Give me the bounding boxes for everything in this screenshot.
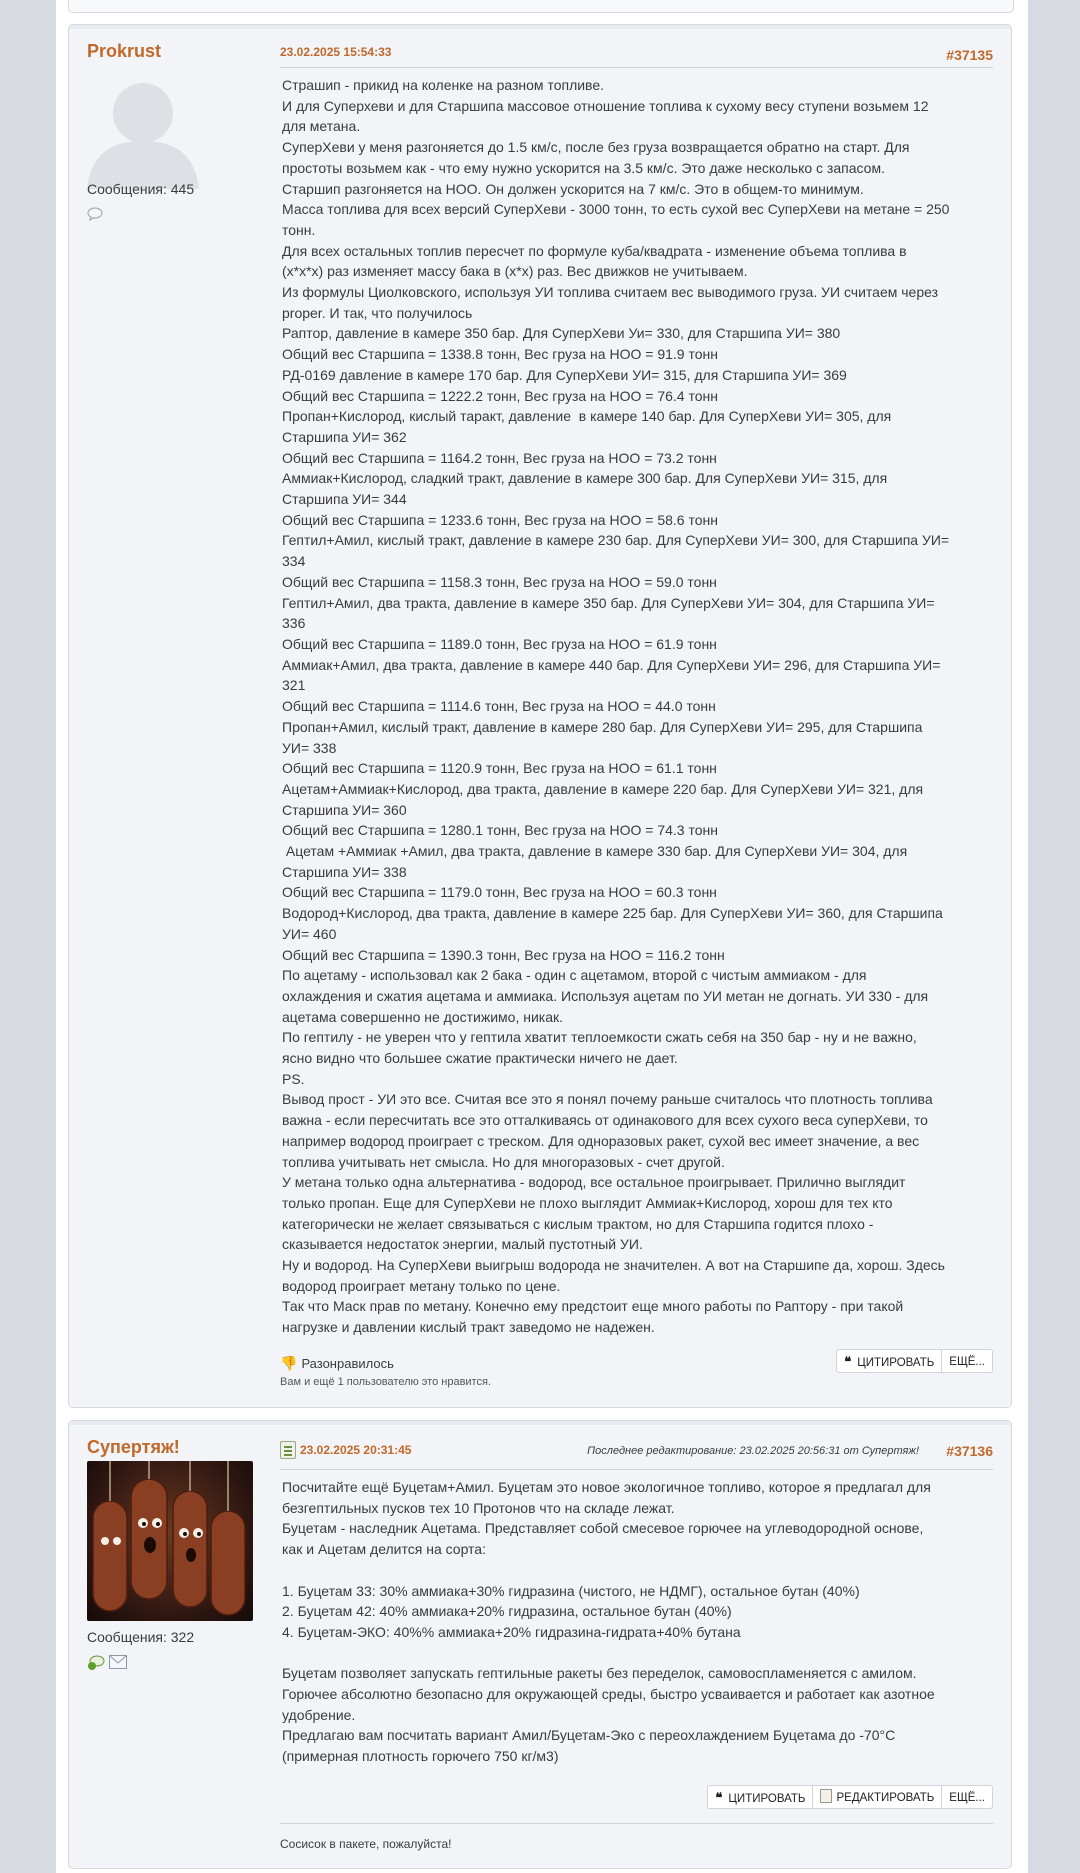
post-text-line: Раптор, давление в камере 350 бар. Для СуперХеви Уи= 330, для Старшипа УИ= 380: [282, 325, 841, 342]
post-author[interactable]: Супертяж!: [87, 1437, 180, 1457]
post-text-line: 1. Буцетам 33: 30% аммиака+30% гидразина (чистого, не НДМГ), остальное бутан (40%): [282, 1582, 860, 1599]
quote-label: ЦИТИРОВАТЬ: [857, 1357, 935, 1369]
post-text-line: топлива учитывать нет смысла. Но для многоразовых - счет другой.: [282, 1153, 725, 1170]
note-icon: [280, 1441, 296, 1459]
post-text-line: категорически не желает связываться с кислым трактом, но для Старшипа годится плохо -: [282, 1215, 874, 1232]
edit-icon: [820, 1789, 832, 1803]
quote-button[interactable]: [836, 1349, 942, 1373]
post-text-line: Общий вес Старшипа = 1120.9 тонн, Вес груза на НОО = 61.1 тонн: [282, 760, 717, 777]
post-text-line: Общий вес Старшипа = 1164.2 тонн, Вес груза на НОО = 73.2 тонн: [282, 449, 717, 466]
post-text-line: 336: [282, 615, 306, 632]
message-count: Сообщения: 322: [87, 1629, 195, 1645]
post-text-line: удобрение.: [282, 1706, 356, 1723]
last-edit-info: Последнее редактирование: 23.02.2025 20:56:31 от Супертяж!: [587, 1445, 919, 1457]
post-text-line: только пропан. Еще для СуперХеви не плохо выглядит Аммиак+Кислород, хорош для тех кто: [282, 1194, 893, 1211]
post-text-line: (x*x*x) раз изменяет массу бака в (x*x) раз. Вес движков не учитываем.: [282, 263, 748, 280]
edit-button[interactable]: [812, 1785, 942, 1809]
post-text-line: УИ= 460: [282, 925, 337, 942]
post-text-line: нагрузке и давлении кислый тракт заведомо не надежен.: [282, 1319, 655, 1336]
dislike-button[interactable]: [280, 1355, 394, 1372]
post-text-line: Общий вес Старшипа = 1189.0 тонн, Вес груза на НОО = 61.9 тонн: [282, 635, 717, 652]
post-text-line: Для всех остальных топлив пересчет по формуле куба/квадрата - изменение объема топлива в: [282, 242, 907, 259]
post-text-line: Общий вес Старшипа = 1158.3 тонн, Вес груза на НОО = 59.0 тонн: [282, 573, 717, 590]
dislike-label: Разонравилось: [301, 1356, 394, 1371]
default-avatar-icon: [87, 75, 199, 189]
header-divider: [280, 67, 993, 68]
post-text-line: ацетама совершенно не достижимо, никак.: [282, 1008, 564, 1025]
post-text-line: Буцетам позволяет запускать гептильные ракеты без переделок, самовоспламеняется с амилом.: [282, 1665, 917, 1682]
post-text-line: Посчитайте ещё Буцетам+Амил. Буцетам это новое экологичное топливо, которое я предлагал для: [282, 1479, 931, 1495]
post-text-line: как и Ацетам делится на сорта:: [282, 1541, 486, 1558]
forum-post: [68, 24, 1012, 1408]
post-text-line: 334: [282, 553, 306, 570]
post-text-line: безгептильных пусков тех 10 Протонов что на складе лежат.: [282, 1499, 675, 1516]
post-text-line: Общий вес Старшипа = 1233.6 тонн, Вес груза на НОО = 58.6 тонн: [282, 511, 718, 528]
post-text-line: УИ= 338: [282, 739, 337, 756]
post-text-line: 4. Буцетам-ЭКО: 40%% аммиака+20% гидразина-гидрата+40% бутана: [282, 1623, 741, 1640]
post-text-line: для метана.: [282, 118, 361, 135]
quote-icon: ❝: [844, 1354, 852, 1369]
post-text-line: Буцетам - наследник Ацетама. Представляет собой смесевое горючее на углеводородной основе,: [282, 1520, 924, 1537]
post-text-line: Пропан+Кислород, кислый таракт, давление в камере 140 бар. Для СуперХеви УИ= 305, для: [282, 408, 892, 425]
post-text-line: Гептил+Амил, два тракта, давление в камере 350 бар. Для СуперХеви УИ= 304, для Старшипа УИ=: [282, 594, 935, 611]
post-text-line: Ацетам+Аммиак+Кислород, два тракта, давление в камере 220 бар. Для СуперХеви УИ= 321, для: [282, 780, 924, 797]
edit-label: РЕДАКТИРОВАТЬ: [836, 1792, 935, 1804]
signature: Сосисок в пакете, пожалуйста!: [280, 1837, 452, 1851]
post-body: [282, 75, 987, 1338]
post-text-line: Из формулы Циолковского, используя УИ топлива считаем вес выводимого груза. УИ считаем через: [282, 284, 939, 301]
post-number[interactable]: #37136: [946, 1443, 993, 1459]
sausage-avatar[interactable]: [87, 1461, 253, 1621]
more-label: ЕЩЁ...: [949, 1356, 985, 1368]
post-text-line: СуперХеви у меня разгоняется до 1.5 км/с, после без груза возвращается обратно на старт. Для: [282, 139, 910, 156]
post-text-line: Общий вес Старшипа = 1179.0 тонн, Вес груза на НОО = 60.3 тонн: [282, 884, 717, 901]
post-text-line: Ацетам +Аммиак +Амил, два тракта, давление в камере 330 бар. Для СуперХеви УИ= 304, для: [282, 843, 908, 860]
post-text-line: сказывается недостаток энергии, малый пустотный УИ.: [282, 1236, 643, 1253]
post-text-line: например водород проиграет с треском. Для одноразовых ракет, сухой вес имеет значение, а вес: [282, 1132, 920, 1149]
post-text-line: Общий вес Старшипа = 1280.1 тонн, Вес груза на НОО = 74.3 тонн: [282, 822, 718, 839]
post-text-line: Вывод прост - УИ это все. Считая все это я понял почему раньше считалось что плотность топлива: [282, 1091, 933, 1108]
post-text-line: важна - если пересчитать все это отталкиваясь от одинакового для всех сухого веса суперХеви, то: [282, 1112, 928, 1129]
post-text-line: простоты возьмем как - что ему нужно ускорится на 3.5 км/с. Это даже несколько с запасом.: [282, 159, 885, 176]
post-text-line: Ну и водород. На СуперХеви выигрыш водорода не значителен. А вот на Старшипе да, хорош. Здесь: [282, 1257, 945, 1274]
post-text-line: Пропан+Амил, кислый тракт, давление в камере 280 бар. Для СуперХеви УИ= 295, для Старшипа: [282, 718, 923, 735]
signature-divider: [280, 1823, 993, 1824]
header-divider: [280, 1469, 993, 1470]
post-text-line: Так что Маск прав по метану. Конечно ему предстоит еще много работы по Раптору - при такой: [282, 1298, 904, 1315]
post-text-line: Общий вес Старшипа = 1390.3 тонн, Вес груза на НОО = 116.2 тонн: [282, 946, 725, 963]
post-date[interactable]: 23.02.2025 20:31:45: [300, 1443, 412, 1457]
more-label: ЕЩЁ...: [949, 1792, 985, 1804]
post-author[interactable]: Prokrust: [87, 41, 162, 61]
post-text-line: ясно видно что большее сжатие практически ничего не дает.: [282, 1050, 678, 1067]
post-text-line: Аммиак+Кислород, сладкий тракт, давление в камере 300 бар. Для СуперХеви УИ= 315, для: [282, 470, 888, 487]
post-text-line: Старшипа УИ= 360: [282, 801, 407, 818]
message-count: Сообщения: 445: [87, 181, 195, 197]
post-text-line: [282, 1643, 987, 1664]
post-text-line: Старшип разгоняется на НОО. Он должен ускорится на 7 км/с. Это в общем-то минимум.: [282, 180, 864, 197]
mail-icon[interactable]: [109, 1655, 127, 1672]
forum-post: [68, 1420, 1012, 1869]
post-text-line: водород проиграет метану только по цене.: [282, 1277, 561, 1294]
post-text-line: 321: [282, 677, 306, 694]
quote-button[interactable]: [707, 1785, 813, 1809]
post-text-line: Старшипа УИ= 344: [282, 491, 407, 508]
post-text-line: Общий вес Старшипа = 1338.8 тонн, Вес груза на НОО = 91.9 тонн: [282, 346, 718, 363]
thumbs-down-icon: 👎: [280, 1355, 298, 1371]
post-text-line: По гептилу - не уверен что у гептила хватит теплоемкости сжать себя на 350 бар - ну и не важно,: [282, 1029, 917, 1046]
post-text-line: [282, 1560, 987, 1581]
quote-icon: ❝: [715, 1790, 723, 1805]
post-text-line: Горючее абсолютно безопасно для окружающей среды, быстро усваивается и работает как азотное: [282, 1686, 935, 1703]
post-text-line: Предлагаю вам посчитать вариант Амил/Буцетам-Эко с переохлаждением Буцетама до -70°С: [282, 1727, 896, 1744]
post-text-line: Страшип - прикид на коленке на разном топливе.: [282, 77, 605, 93]
post-text-line: PS.: [282, 1070, 305, 1087]
post-text-line: proper. И так, что получилось: [282, 304, 473, 321]
previous-post-edge: [68, 0, 1014, 13]
post-text-line: Аммиак+Амил, два тракта, давление в камере 440 бар. Для СуперХеви УИ= 296, для Старшипа УИ=: [282, 656, 941, 673]
post-date[interactable]: 23.02.2025 15:54:33: [280, 45, 392, 59]
post-text-line: Старшипа УИ= 338: [282, 863, 407, 880]
likers-text[interactable]: Вам и ещё 1 пользователю это нравится.: [280, 1376, 491, 1388]
post-text-line: По ацетаму - использовал как 2 бака - один с ацетамом, второй с чистым аммиаком - для: [282, 967, 867, 984]
post-text-line: Старшипа УИ= 362: [282, 428, 407, 445]
more-button[interactable]: [941, 1349, 993, 1373]
post-text-line: тонн.: [282, 221, 316, 238]
post-text-line: Гептил+Амил, кислый тракт, давление в камере 230 бар. Для СуперХеви УИ= 300, для Старшипа УИ=: [282, 532, 950, 549]
post-text-line: охлаждения и сжатия ацетама и аммиака. Используя ацетам по УИ метан не догнать. УИ 330 - для: [282, 987, 929, 1004]
post-text-line: У метана только одна альтернатива - водород, все остальное проигрывает. Прилично выглядит: [282, 1174, 906, 1191]
post-text-line: РД-0169 давление в камере 170 бар. Для СуперХеви УИ= 315, для Старшипа УИ= 369: [282, 366, 847, 383]
post-text-line: Масса топлива для всех версий СуперХеви - 3000 тонн, то есть сухой вес СуперХеви на метане = 250: [282, 201, 950, 218]
post-text-line: (примерная плотность горючего 750 кг/м3): [282, 1748, 559, 1765]
reputation-icon[interactable]: [87, 1655, 105, 1674]
post-number[interactable]: #37135: [946, 47, 993, 63]
post-text-line: 2. Буцетам 42: 40% аммиака+20% гидразина, остальное бутан (40%): [282, 1603, 732, 1620]
post-text-line: Общий вес Старшипа = 1222.2 тонн, Вес груза на НОО = 76.4 тонн: [282, 387, 718, 404]
more-button[interactable]: [941, 1785, 993, 1809]
post-body: [282, 1477, 987, 1767]
post-text-line: Общий вес Старшипа = 1114.6 тонн, Вес груза на НОО = 44.0 тонн: [282, 698, 716, 715]
speech-bubble-icon[interactable]: [87, 207, 103, 224]
post-text-line: Водород+Кислород, два тракта, давление в камере 225 бар. Для СуперХеви УИ= 360, для Старшипа: [282, 905, 943, 922]
post-text-line: И для Суперхеви и для Старшипа массовое отношение топлива к сухому весу ступени возьмем 12: [282, 97, 929, 114]
quote-label: ЦИТИРОВАТЬ: [728, 1793, 806, 1805]
